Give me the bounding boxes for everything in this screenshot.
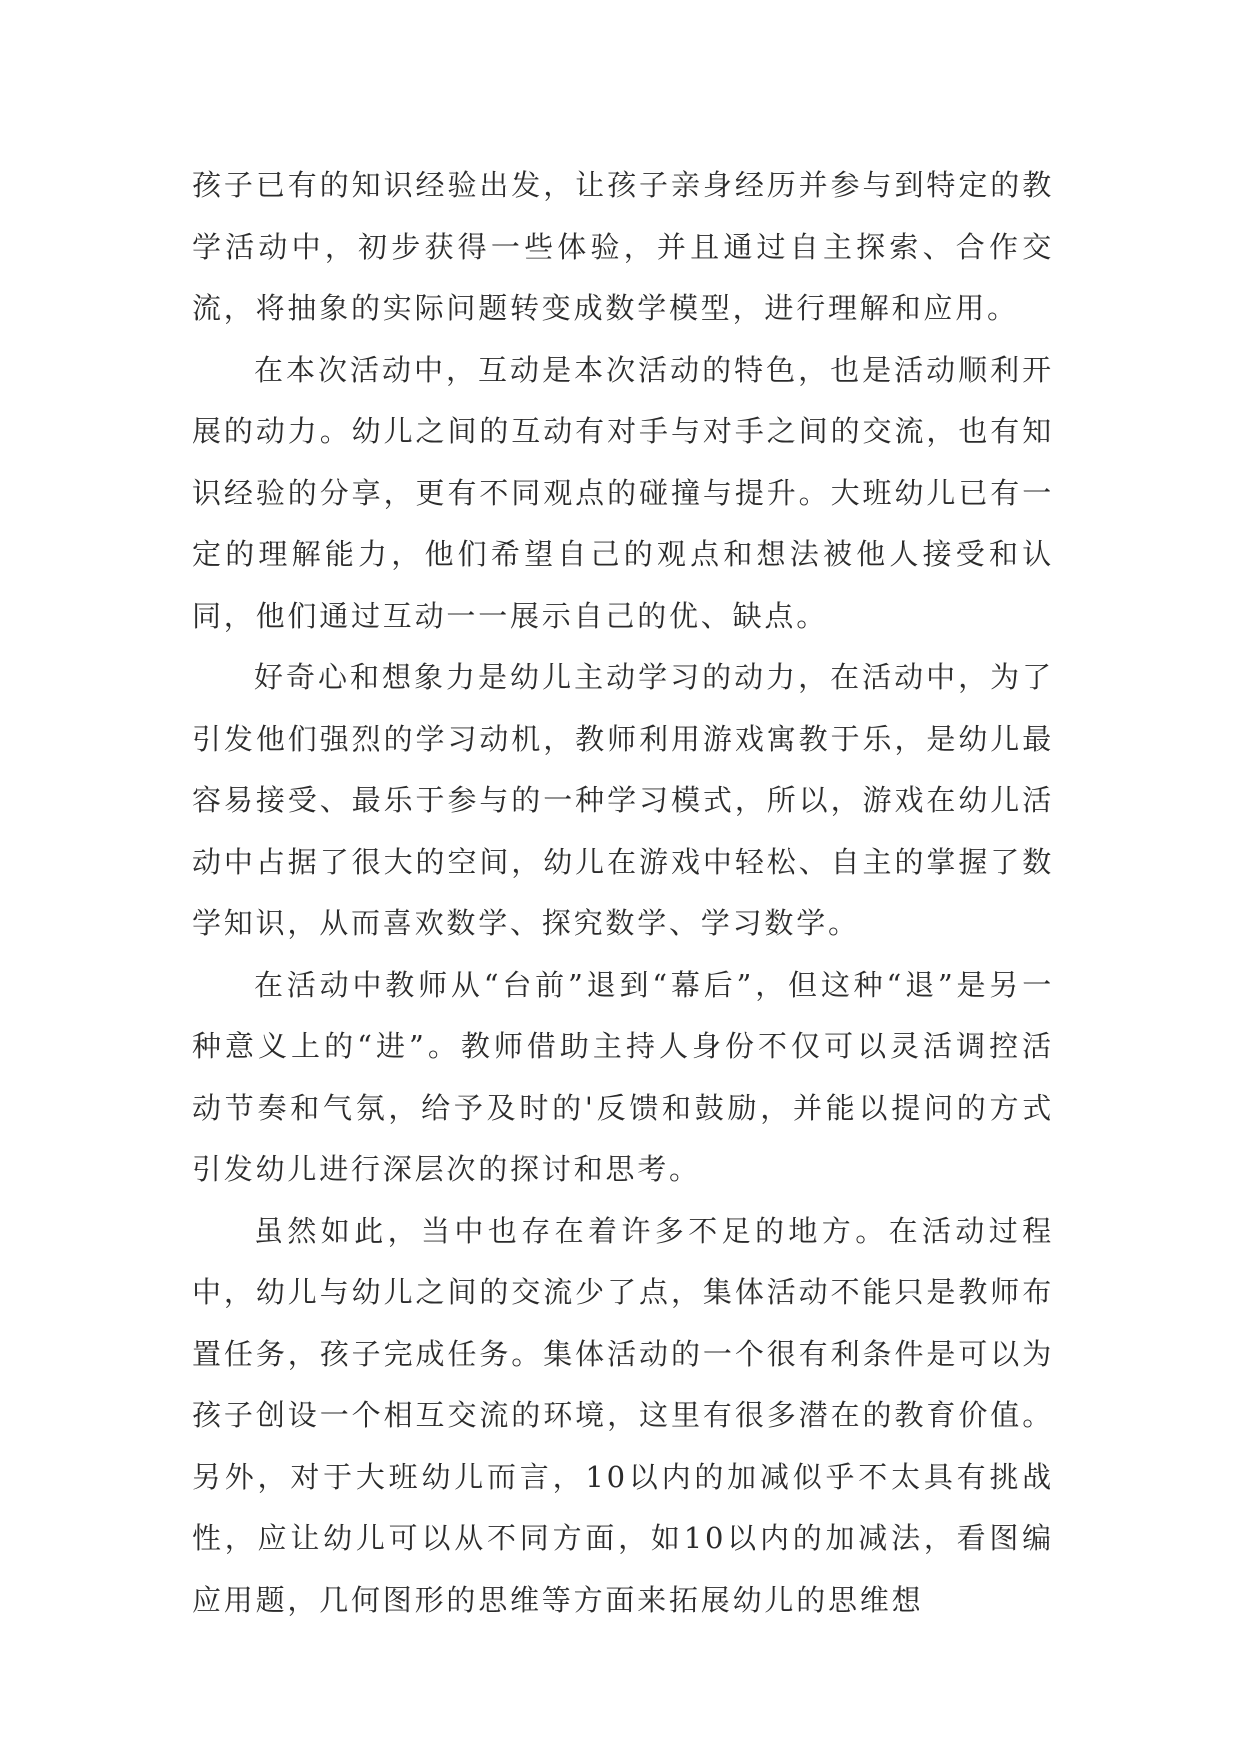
paragraph-2: 在本次活动中，互动是本次活动的特色，也是活动顺利开展的动力。幼儿之间的互动有对手与对手之间的交流，也有知识经验的分享，更有不同观点的碰撞与提升。大班幼儿已有一定的理解能力，他们希望自己的观点和想法被他人接受和认同，他们通过互动一一展示自己的优、缺点。 [192,352,1054,633]
paragraph-1: 孩子已有的知识经验出发，让孩子亲身经历并参与到特定的教学活动中，初步获得一些体验，并且通过自主探索、合作交流，将抽象的实际问题转变成数学模型，进行理解和应用。 [192,168,1054,325]
document-body [192,155,1054,1631]
paragraph-5: 虽然如此，当中也存在着许多不足的地方。在活动过程中，幼儿与幼儿之间的交流少了点，集体活动不能只是教师布置任务，孩子完成任务。集体活动的一个很有利条件是可以为孩子创设一个相互交流的环境，这里有很多潜在的教育价值。另外，对于大班幼儿而言，10以内的加减似乎不太具有挑战性，应让幼儿可以从不同方面，如10以内的加减法，看图编应用题，几何图形的思维等方面来拓展幼儿的思维想 [192,1213,1054,1617]
paragraph-3: 好奇心和想象力是幼儿主动学习的动力，在活动中，为了引发他们强烈的学习动机，教师利用游戏寓教于乐，是幼儿最容易接受、最乐于参与的一种学习模式，所以，游戏在幼儿活动中占据了很大的空间，幼儿在游戏中轻松、自主的掌握了数学知识，从而喜欢数学、探究数学、学习数学。 [192,660,1054,940]
paragraph-4: 在活动中教师从“台前”退到“幕后”，但这种“退”是另一种意义上的“进”。教师借助主持人身份不仅可以灵活调控活动节奏和气氛，给予及时的'反馈和鼓励，并能以提问的方式引发幼儿进行深层次的探讨和思考。 [192,967,1054,1186]
